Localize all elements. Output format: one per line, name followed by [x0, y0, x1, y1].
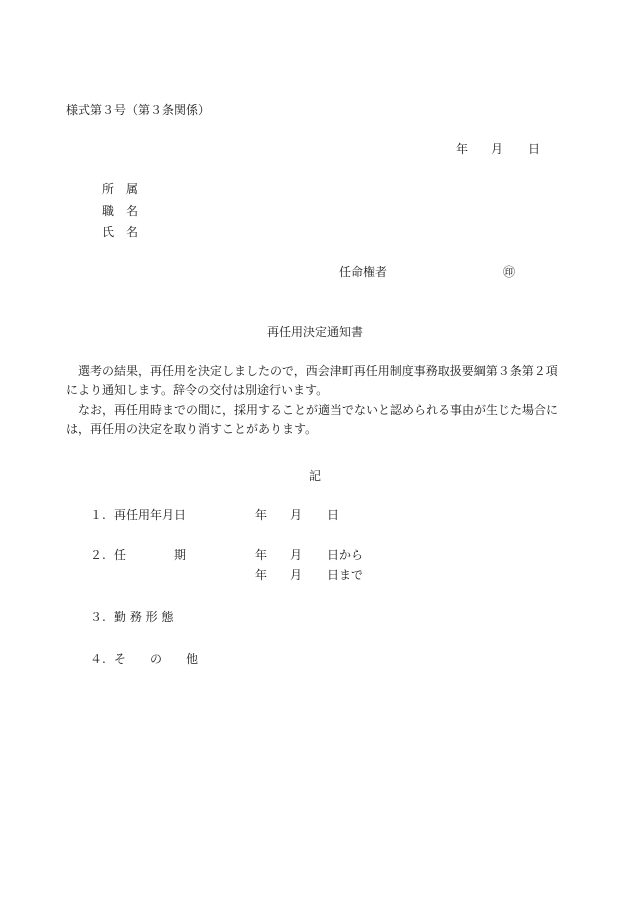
year-label: 年	[255, 508, 268, 522]
issue-date	[456, 141, 540, 157]
day-label: 日	[528, 142, 541, 156]
seal-mark: ㊞	[503, 265, 516, 279]
term-from-value	[255, 547, 363, 563]
item-label: 勤 務 形 態	[114, 610, 174, 624]
year-label: 年	[255, 568, 268, 582]
affiliation-label: 所 属	[102, 182, 139, 196]
item-number: ３.	[90, 610, 106, 624]
reemployment-date-value	[255, 507, 339, 523]
position-label: 職 名	[102, 204, 139, 218]
ki-heading: 記	[308, 469, 321, 483]
month-label: 月	[290, 568, 303, 582]
day-label: 日まで	[327, 568, 364, 582]
item-label: 任 期	[114, 548, 187, 562]
month-label: 月	[290, 508, 303, 522]
item-reemployment-date	[90, 507, 186, 523]
month-label: 月	[491, 142, 504, 156]
body-paragraph-1: 選考の結果，再任用を決定しましたので，西会津町再任用制度事務取扱要綱第３条第２項により通知します。辞令の交付は別途行います。	[66, 364, 558, 397]
document-title: 再任用決定通知書	[266, 325, 363, 339]
year-label: 年	[255, 548, 268, 562]
item-label: そ の 他	[114, 652, 199, 666]
name-label: 氏 名	[102, 225, 139, 239]
item-number: ４.	[90, 652, 106, 666]
item-label: 再任用年月日	[114, 508, 187, 522]
item-work-form	[90, 609, 173, 625]
body-paragraph-2: なお，再任用時までの間に，採用することが適当でないと認められる事由が生じた場合には，再任用の決定を取り消すことがあります。	[66, 403, 559, 436]
day-label: 日	[327, 508, 340, 522]
year-label: 年	[456, 142, 469, 156]
form-number: 様式第３号（第３条関係）	[66, 103, 211, 117]
item-term	[90, 547, 186, 563]
term-to-value	[255, 567, 363, 583]
day-label: 日から	[327, 548, 364, 562]
month-label: 月	[290, 548, 303, 562]
item-number: ２.	[90, 548, 106, 562]
item-other	[90, 651, 198, 667]
item-number: １.	[90, 508, 106, 522]
appointing-authority-label: 任命権者	[339, 265, 388, 279]
